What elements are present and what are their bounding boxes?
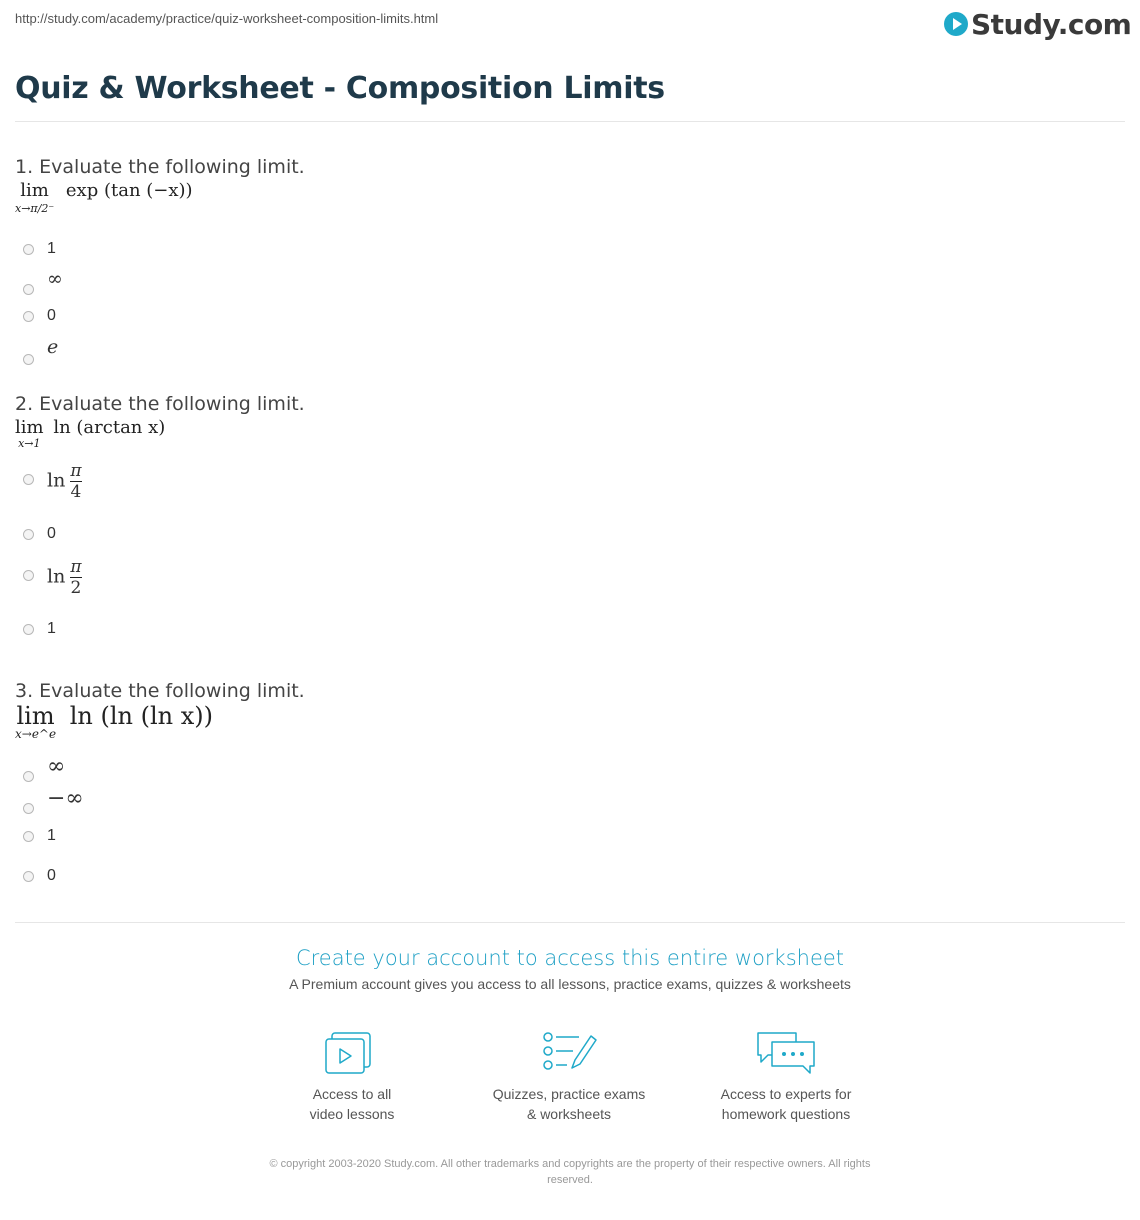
feature-text: video lessons: [309, 1106, 395, 1122]
feature-text: Access to experts for: [720, 1086, 852, 1102]
radio-button[interactable]: [23, 311, 34, 322]
feature-experts: [691, 1030, 881, 1124]
option-label: ∞: [47, 754, 66, 779]
lim-operator: lim x→e^e: [15, 702, 57, 741]
page-title: Quiz & Worksheet - Composition Limits: [15, 71, 665, 106]
answer-option[interactable]: [23, 336, 59, 364]
page-url: http://study.com/academy/practice/quiz-worksheet-composition-limits.html: [15, 11, 439, 26]
answer-option[interactable]: [23, 268, 63, 296]
fraction: $\frac{\pi}{2}$: [70, 557, 82, 598]
play-logo-icon: [944, 12, 968, 36]
expression-body: ln (ln (ln x)): [69, 702, 214, 730]
radio-button[interactable]: [23, 529, 34, 540]
lim-operator: lim x→π/2⁻: [15, 180, 55, 215]
question-expression: [15, 180, 193, 215]
option-label: ln $\frac{\pi}{4}$: [47, 461, 82, 502]
radio-button[interactable]: [23, 570, 34, 581]
question-expression: [15, 702, 213, 740]
answer-option[interactable]: [23, 522, 56, 546]
experts-chat-icon: [754, 1030, 818, 1076]
cta-subtitle: A Premium account gives you access to all lessons, practice exams, quizzes & worksheets: [289, 976, 851, 992]
feature-video-lessons: [257, 1030, 447, 1124]
feature-text: homework questions: [721, 1106, 851, 1122]
option-label: ln $\frac{\pi}{2}$: [47, 557, 82, 598]
answer-option[interactable]: [23, 304, 56, 328]
video-lessons-icon: [322, 1030, 382, 1076]
radio-button[interactable]: [23, 244, 34, 255]
expression-body: ln (arctan x): [53, 417, 166, 438]
option-label: ∞: [47, 268, 63, 290]
radio-button[interactable]: [23, 771, 34, 782]
option-label: 1: [47, 620, 56, 637]
logo-text: Study.com: [971, 7, 1132, 41]
radio-button[interactable]: [23, 354, 34, 365]
feature-text: Quizzes, practice exams: [492, 1086, 646, 1102]
answer-option[interactable]: [23, 237, 56, 261]
option-label: 1: [47, 240, 56, 257]
radio-button[interactable]: [23, 831, 34, 842]
answer-option[interactable]: [23, 754, 66, 784]
radio-button[interactable]: [23, 474, 34, 485]
lim-operator: lim x→1: [15, 417, 44, 450]
radio-button[interactable]: [23, 284, 34, 295]
answer-option[interactable]: [23, 786, 84, 816]
question-heading: 1. Evaluate the following limit.: [15, 156, 305, 178]
answer-option[interactable]: [23, 824, 56, 848]
copyright: © copyright 2003-2020 Study.com. All other trademarks and copyrights are the property of their respective owners. All rights reserved.: [269, 1158, 871, 1186]
feature-quizzes: [474, 1030, 664, 1124]
lim-subscript: x→e^e: [15, 727, 57, 741]
feature-text: & worksheets: [526, 1106, 612, 1122]
option-label: −∞: [47, 786, 84, 811]
option-label: e: [47, 336, 59, 358]
option-label: 0: [47, 307, 56, 324]
cta-title-link[interactable]: Create your account to access this entire worksheet: [295, 946, 845, 970]
question-heading: 2. Evaluate the following limit.: [15, 393, 305, 415]
fraction: $\frac{\pi}{4}$: [70, 461, 82, 502]
divider: [15, 121, 1125, 122]
lim-subscript: x→1: [18, 437, 41, 450]
answer-option[interactable]: [23, 461, 82, 502]
divider: [15, 922, 1125, 923]
answer-option[interactable]: [23, 864, 56, 888]
radio-button[interactable]: [23, 803, 34, 814]
expression-body: exp (tan (−x)): [65, 180, 193, 201]
answer-option[interactable]: [23, 617, 56, 641]
option-label: 0: [47, 525, 56, 542]
quizzes-icon: [539, 1030, 599, 1076]
feature-text: Access to all: [312, 1086, 392, 1102]
option-label: 1: [47, 827, 56, 844]
radio-button[interactable]: [23, 871, 34, 882]
question-heading: 3. Evaluate the following limit.: [15, 680, 305, 702]
option-label: 0: [47, 867, 56, 884]
question-expression: [15, 417, 165, 450]
study-logo[interactable]: [944, 6, 1131, 42]
answer-option[interactable]: [23, 557, 82, 598]
lim-subscript: x→π/2⁻: [15, 202, 55, 215]
radio-button[interactable]: [23, 624, 34, 635]
